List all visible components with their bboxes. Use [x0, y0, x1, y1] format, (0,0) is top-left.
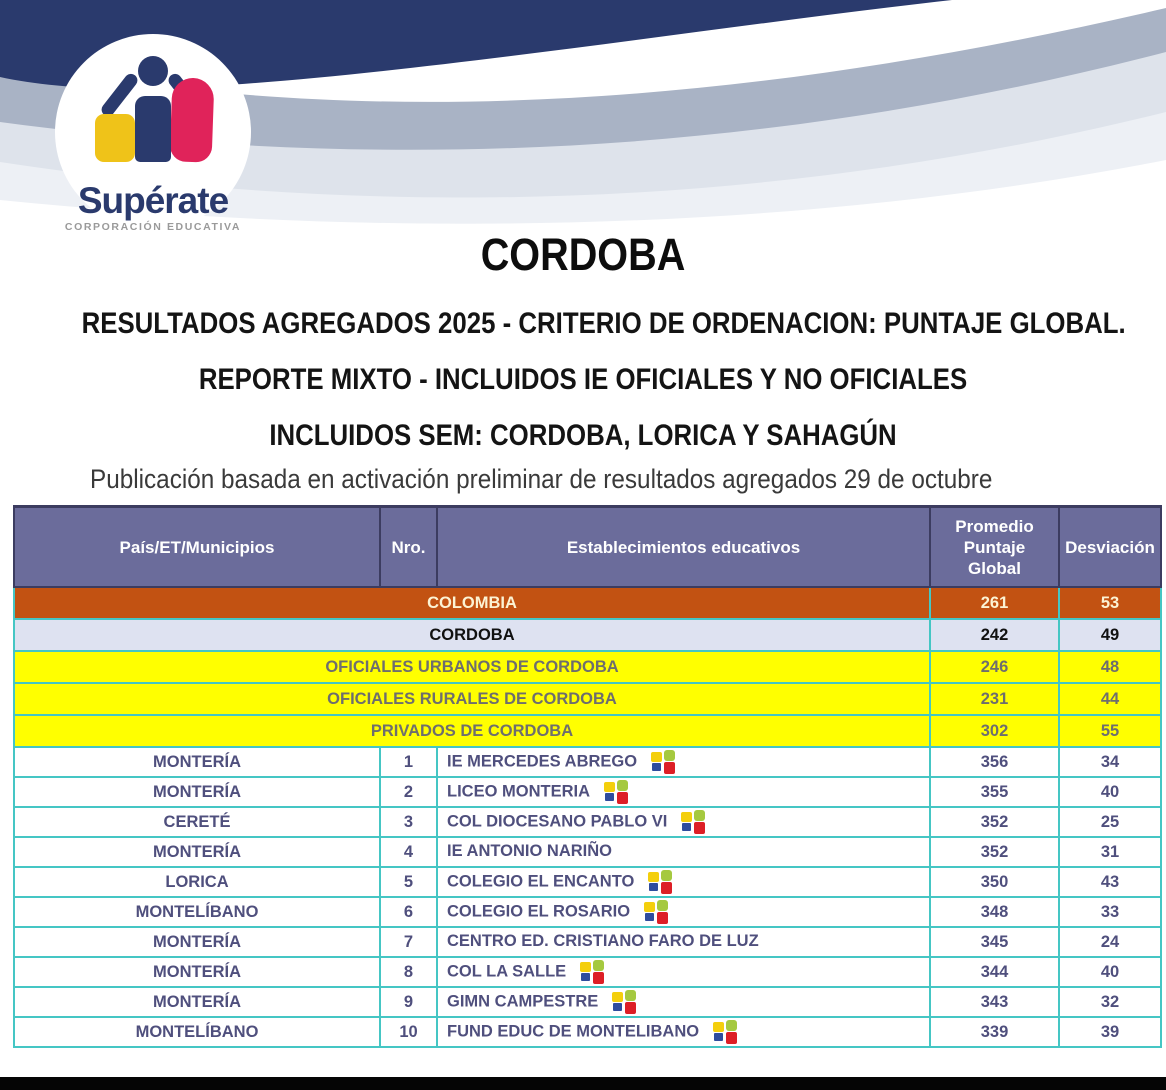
table-row: [14, 897, 1161, 927]
desviacion-cell: 34: [1059, 747, 1161, 777]
brand-tagline: CORPORACIÓN EDUCATIVA: [64, 221, 242, 233]
promedio-cell: 343: [930, 987, 1059, 1017]
column-header-nro: Nro.: [380, 507, 437, 588]
table-row: [14, 927, 1161, 957]
school-logo-icon: [648, 870, 673, 894]
nro-cell: 9: [380, 987, 437, 1017]
promedio-cell: 339: [930, 1017, 1059, 1047]
results-table-header: [14, 507, 1161, 588]
title-block: [0, 228, 1166, 464]
municipio-cell: LORICA: [14, 867, 380, 897]
summary-promedio: 302: [930, 715, 1059, 747]
logo: [50, 26, 260, 241]
table-row: [14, 747, 1161, 777]
municipio-cell: MONTERÍA: [14, 777, 380, 807]
summary-row: [14, 683, 1161, 715]
establecimiento-name: CENTRO ED. CRISTIANO FARO DE LUZ: [447, 932, 759, 951]
establecimiento-cell: [437, 897, 930, 927]
establecimiento-cell: [437, 837, 930, 867]
summary-row: [14, 715, 1161, 747]
table-row: [14, 867, 1161, 897]
table-row: [14, 957, 1161, 987]
summary-label: OFICIALES URBANOS DE CORDOBA: [14, 651, 930, 683]
municipio-cell: MONTERÍA: [14, 987, 380, 1017]
summary-label: PRIVADOS DE CORDOBA: [14, 715, 930, 747]
establecimiento-cell: [437, 987, 930, 1017]
establecimiento-name: COL DIOCESANO PABLO VI: [447, 812, 668, 831]
table-row: [14, 777, 1161, 807]
establecimiento-name: COLEGIO EL ENCANTO: [447, 872, 635, 891]
establecimiento-name: LICEO MONTERIA: [447, 782, 590, 801]
municipio-cell: MONTERÍA: [14, 837, 380, 867]
logo-circle: [55, 34, 251, 233]
school-logo-icon: [713, 1020, 738, 1044]
results-table: [13, 505, 1162, 1048]
page-title: CORDOBA: [480, 229, 686, 280]
school-logo-icon: [604, 780, 629, 804]
establecimiento-name: GIMN CAMPESTRE: [447, 992, 599, 1011]
nro-cell: 7: [380, 927, 437, 957]
summary-label: COLOMBIA: [14, 587, 930, 619]
municipio-cell: MONTERÍA: [14, 927, 380, 957]
desviacion-cell: 40: [1059, 777, 1161, 807]
desviacion-cell: 24: [1059, 927, 1161, 957]
establecimiento-name: IE ANTONIO NARIÑO: [447, 842, 613, 861]
municipio-cell: MONTELÍBANO: [14, 897, 380, 927]
promedio-cell: 348: [930, 897, 1059, 927]
summary-row: [14, 587, 1161, 619]
nro-cell: 6: [380, 897, 437, 927]
column-header-promedio: Promedio Puntaje Global: [930, 507, 1059, 588]
establecimiento-name: COLEGIO EL ROSARIO: [447, 902, 631, 921]
establecimiento-cell: [437, 867, 930, 897]
table-row: [14, 1017, 1161, 1047]
table-row: [14, 987, 1161, 1017]
establecimiento-cell: [437, 747, 930, 777]
desviacion-cell: 39: [1059, 1017, 1161, 1047]
column-header-pais: País/ET/Municipios: [14, 507, 380, 588]
desviacion-cell: 40: [1059, 957, 1161, 987]
school-logo-icon: [612, 990, 637, 1014]
establecimiento-cell: [437, 927, 930, 957]
subtitles: [0, 296, 1166, 464]
nro-cell: 3: [380, 807, 437, 837]
summary-promedio: 231: [930, 683, 1059, 715]
promedio-cell: 355: [930, 777, 1059, 807]
promedio-cell: 352: [930, 807, 1059, 837]
table-row: [14, 837, 1161, 867]
establecimiento-cell: [437, 1017, 930, 1047]
summary-label: OFICIALES RURALES DE CORDOBA: [14, 683, 930, 715]
person-figure-icon: [55, 56, 251, 176]
summary-promedio: 246: [930, 651, 1059, 683]
municipio-cell: MONTELÍBANO: [14, 1017, 380, 1047]
establecimiento-name: IE MERCEDES ABREGO: [447, 752, 638, 771]
promedio-cell: 352: [930, 837, 1059, 867]
summary-desviacion: 44: [1059, 683, 1161, 715]
establecimiento-cell: [437, 957, 930, 987]
summary-desviacion: 53: [1059, 587, 1161, 619]
column-header-desviacion: Desviación: [1059, 507, 1161, 588]
establecimiento-name: FUND EDUC DE MONTELIBANO: [447, 1022, 700, 1041]
desviacion-cell: 43: [1059, 867, 1161, 897]
column-header-establecimientos: Establecimientos educativos: [437, 507, 930, 588]
school-logo-icon: [644, 900, 669, 924]
nro-cell: 10: [380, 1017, 437, 1047]
summary-desviacion: 55: [1059, 715, 1161, 747]
promedio-cell: 345: [930, 927, 1059, 957]
subtitle-line: REPORTE MIXTO - INCLUIDOS IE OFICIALES Y NO OFICIALES: [198, 363, 968, 396]
summary-desviacion: 49: [1059, 619, 1161, 651]
desviacion-cell: 33: [1059, 897, 1161, 927]
table-row: [14, 807, 1161, 837]
desviacion-cell: 25: [1059, 807, 1161, 837]
summary-promedio: 261: [930, 587, 1059, 619]
desviacion-cell: 32: [1059, 987, 1161, 1017]
nro-cell: 5: [380, 867, 437, 897]
school-logo-icon: [580, 960, 605, 984]
nro-cell: 1: [380, 747, 437, 777]
nro-cell: 4: [380, 837, 437, 867]
summary-row: [14, 651, 1161, 683]
desviacion-cell: 31: [1059, 837, 1161, 867]
promedio-cell: 356: [930, 747, 1059, 777]
school-logo-icon: [651, 750, 676, 774]
municipio-cell: CERETÉ: [14, 807, 380, 837]
subtitle-line: INCLUIDOS SEM: CORDOBA, LORICA Y SAHAGÚN: [269, 419, 897, 452]
establecimiento-cell: [437, 777, 930, 807]
municipio-cell: MONTERÍA: [14, 957, 380, 987]
summary-desviacion: 48: [1059, 651, 1161, 683]
caption: Publicación basada en activación preliminar de resultados agregados 29 de octubre: [90, 464, 993, 494]
summary-label: CORDOBA: [14, 619, 930, 651]
school-logo-icon: [681, 810, 706, 834]
nro-cell: 2: [380, 777, 437, 807]
summary-row: [14, 619, 1161, 651]
nro-cell: 8: [380, 957, 437, 987]
promedio-cell: 350: [930, 867, 1059, 897]
results-table-body: [14, 587, 1161, 1047]
establecimiento-cell: [437, 807, 930, 837]
brand-name: Supérate: [77, 180, 229, 221]
bottom-bar: [0, 1077, 1166, 1090]
subtitle-line: RESULTADOS AGREGADOS 2025 - CRITERIO DE ORDENACION: PUNTAJE GLOBAL.: [81, 307, 1126, 340]
establecimiento-name: COL LA SALLE: [447, 962, 567, 981]
municipio-cell: MONTERÍA: [14, 747, 380, 777]
summary-promedio: 242: [930, 619, 1059, 651]
promedio-cell: 344: [930, 957, 1059, 987]
